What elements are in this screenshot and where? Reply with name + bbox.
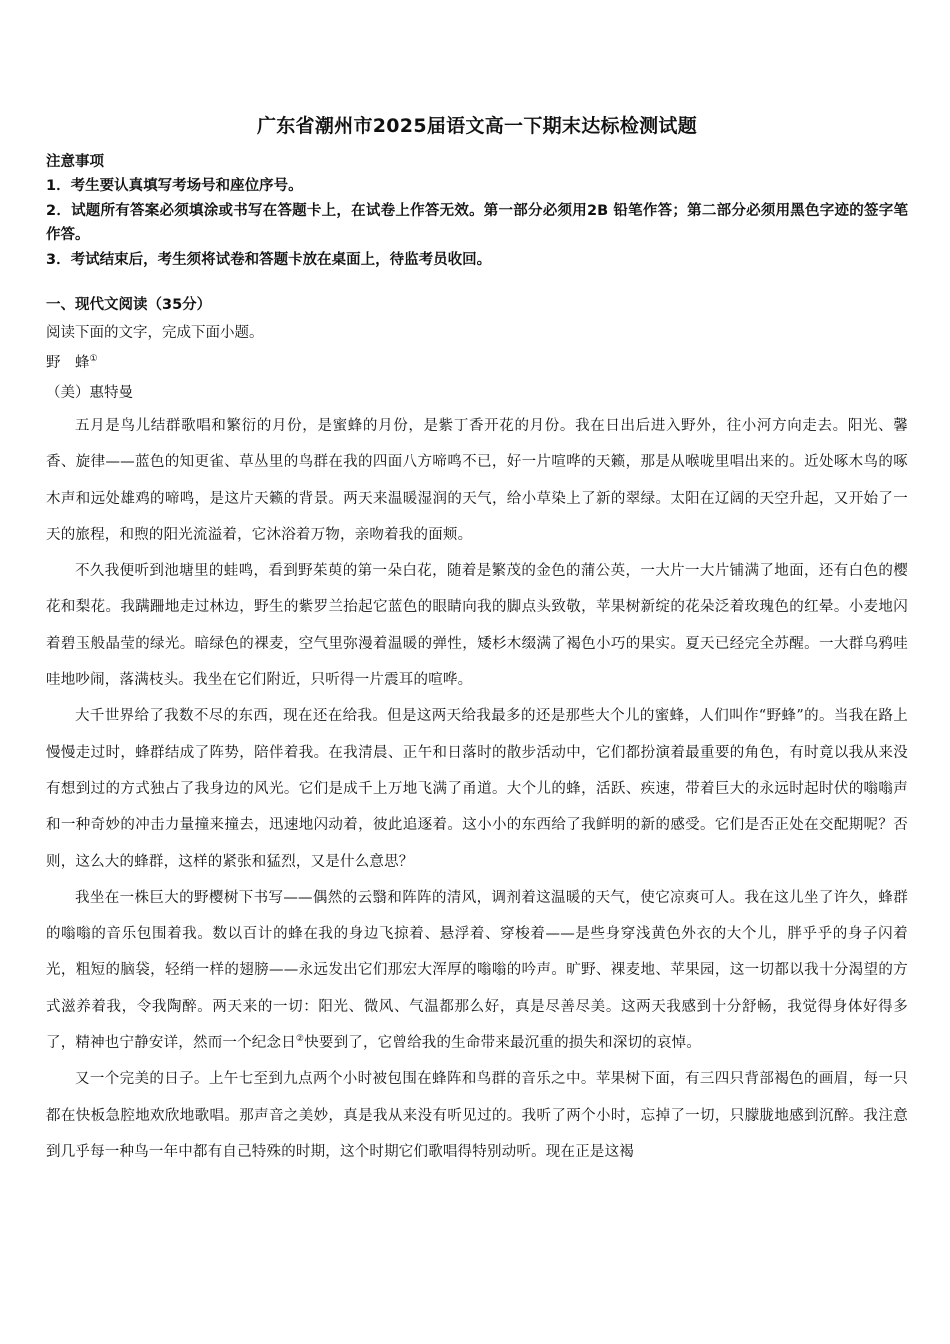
reading-section [46, 292, 908, 1170]
article-author: （美）惠特曼 [46, 385, 133, 401]
footnote-marker: ① [89, 354, 98, 365]
article-paragraph: 又一个完美的日子。上午七至到九点两个小时被包围在蜂阵和鸟群的音乐之中。苹果树下面，有三四只背部褐色的画眉，每一只都在快板急腔地欢欣地歌唱。那声音之美妙，真是我从来没有听见过的。我听了两个小时，忘掉了一切，只朦胧地感到沉醉。我注意到几乎每一种鸟一年中都有自己特殊的时期，这个时期它们歌唱得特别动听。现在正是这褐 [46, 1071, 908, 1160]
footnote-marker: ② [295, 1034, 305, 1045]
paragraph-text: 快要到了，它曾给我的生命带来最沉重的损失和深切的哀悼。 [304, 1035, 702, 1052]
article-paragraph [46, 880, 908, 1061]
article-paragraph: 不久我便听到池塘里的蛙鸣，看到野茱萸的第一朵白花，随着是繁茂的金色的蒲公英，一大片一大片铺满了地面，还有白色的樱花和梨花。我蹒跚地走过林边，野生的紫罗兰抬起它蓝色的眼睛向我的脚点头致敬，苹果树新绽的花朵泛着玫瑰色的红晕。小麦地闪着碧玉般晶莹的绿光。暗绿色的裸麦，空气里弥漫着温暖的弹性，矮杉木缀满了褐色小巧的果实。夏天已经完全苏醒。一大群乌鸦哇哇地吵闹，落满枝头。我坐在它们附近，只听得一片震耳的喧哗。 [46, 563, 908, 689]
article-title: 野 蜂 [46, 355, 90, 371]
article-title-line [46, 348, 908, 378]
paragraph-text: 我坐在一株巨大的野樱树下书写——偶然的云翳和阵阵的清风，调剂着这温暖的天气，使它凉爽可人。我在这儿坐了许久，蜂群的嗡嗡的音乐包围着我。数以百计的蜂在我的身边飞掠着、悬浮着、穿梭着——是些身穿浅黄色外衣的大个儿，胖乎乎的身子闪着光，粗短的脑袋，轻绡一样的翅膀——永远发出它们那宏大浑厚的嗡嗡的吟声。旷野、裸麦地、苹果园，这一切都以我十分渴望的方式滋养着我，令我陶醉。两天来的一切：阳光、微风、气温都那么好，真是尽善尽美。这两天我感到十分舒畅，我觉得身体好得多了，精神也宁静安详，然而一个纪念日 [46, 889, 908, 1052]
notice-item: 3．考试结束后，考生须将试卷和答题卡放在桌面上，待监考员收回。 [46, 251, 492, 268]
article-paragraph: 五月是鸟儿结群歌唱和繁衍的月份，是蜜蜂的月份，是紫丁香开花的月份。我在日出后进入野外，往小河方向走去。阳光、馨香、旋律——蓝色的知更雀、草丛里的鸟群在我的四面八方啼鸣不已，好一片喧哗的天籁，那是从喉咙里唱出来的。近处啄木鸟的啄木声和远处雄鸡的啼鸣，是这片天籁的背景。两天来温暖湿润的天气，给小草染上了新的翠绿。太阳在辽阔的天空升起，又开始了一天的旅程，和煦的阳光流溢着，它沐浴着万物，亲吻着我的面颊。 [46, 418, 908, 543]
notice-heading: 注意事项 [46, 154, 104, 170]
article-paragraph: 大千世界给了我数不尽的东西，现在还在给我。但是这两天给我最多的还是那些大个儿的蜜蜂，人们叫作“野蜂”的。当我在路上慢慢走过时，蜂群结成了阵势，陪伴着我。在我清晨、正午和日落时的散步活动中，它们都扮演着最重要的角色，有时竟以我从来没有想到过的方式独占了我身边的风光。它们是成千上万地飞满了甬道。大个儿的蜂，活跃、疾速，带着巨大的永远时起时伏的嗡嗡声和一种奇妙的冲击力量撞来撞去，迅速地闪动着，彼此追逐着。这小小的东西给了我鲜明的新的感受。它们是否正处在交配期呢？否则，这么大的蜂群，这样的紧张和猛烈，又是什么意思？ [46, 708, 908, 870]
notice-item: 2．试题所有答案必须填涂或书写在答题卡上，在试卷上作答无效。第一部分必须用2B 铅笔作答；第二部分必须用黑色字迹的签字笔作答。 [46, 202, 908, 243]
notice-item: 1．考生要认真填写考场号和座位序号。 [46, 178, 303, 194]
exam-title: 广东省潮州市2025届语文高一下期末达标检测试题 [256, 115, 698, 137]
exam-page [46, 112, 908, 1170]
section-instruction: 阅读下面的文字，完成下面小题。 [46, 325, 264, 341]
notice-block [46, 150, 908, 272]
section-heading: 一、现代文阅读（35分） [46, 297, 212, 313]
